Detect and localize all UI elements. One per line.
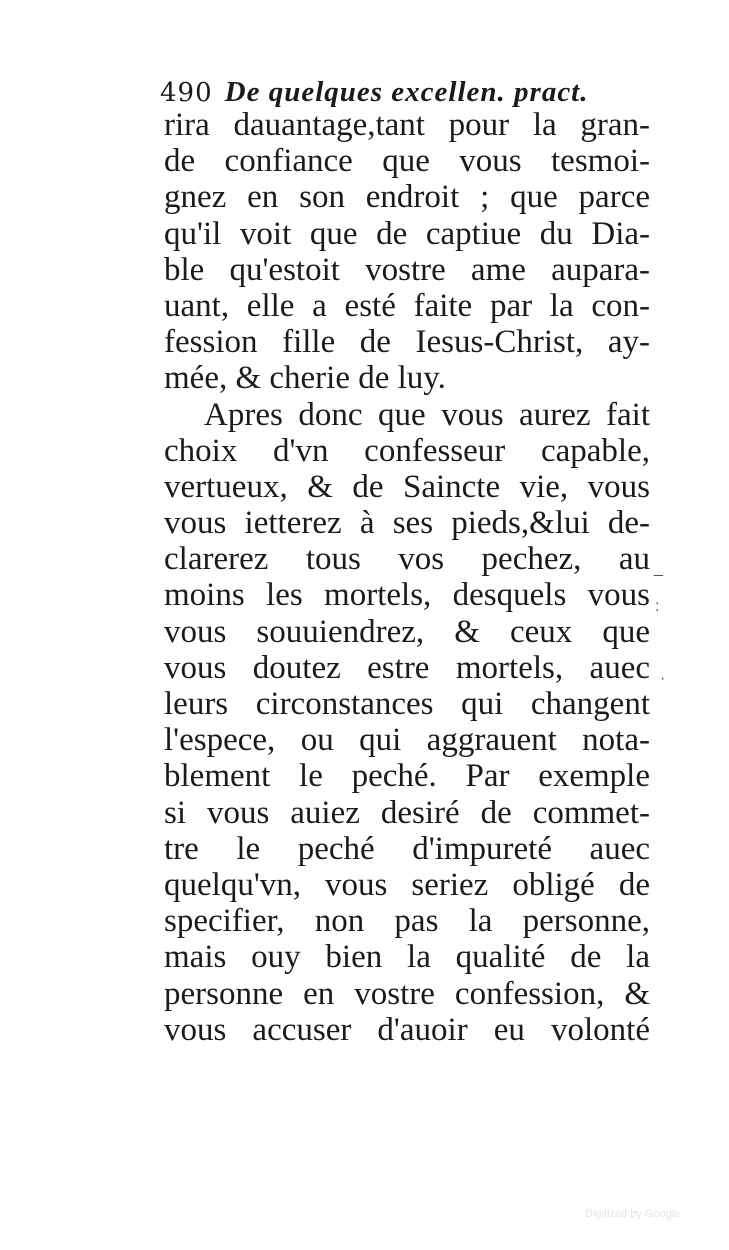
- margin-mark: :: [655, 598, 660, 615]
- text-line: vous ietterez à ses pieds,&lui de-: [164, 505, 650, 542]
- text-line: choix d'vn confesseur capable,: [164, 432, 650, 469]
- margin-mark: _: [654, 560, 663, 577]
- text-line: mée, & cherie de luy.: [164, 360, 446, 397]
- text-line: blement le peché. Par exemple: [164, 758, 650, 795]
- page-number: 490: [160, 78, 213, 108]
- text-line: quelqu'vn, vous seriez obligé de: [164, 866, 650, 903]
- running-head: [160, 72, 650, 112]
- text-line: tre le peché d'impureté auec: [164, 830, 650, 867]
- text-line: vous souuiendrez, & ceux que: [164, 613, 650, 650]
- text-line: vertueux, & de Saincte vie, vous: [164, 468, 650, 505]
- text-line: moins les mortels, desquels vous: [164, 577, 650, 614]
- text-line: ble qu'estoit vostre ame aupara-: [164, 251, 650, 288]
- text-line: uant, elle a esté faite par la con-: [164, 287, 650, 324]
- text-line: vous accuser d'auoir eu volonté: [164, 1011, 650, 1048]
- text-line: l'espece, ou qui aggrauent nota-: [164, 722, 650, 759]
- text-line: vous doutez estre mortels, auec: [164, 649, 650, 686]
- text-line: qu'il voit que de captiue du Dia-: [164, 215, 650, 252]
- text-line: leurs circonstances qui changent: [164, 686, 650, 722]
- text-line: si vous auiez desiré de commet-: [164, 794, 650, 831]
- text-line: de confiance que vous tesmoi-: [164, 143, 650, 180]
- text-line: clarerez tous vos pechez, au: [164, 541, 650, 578]
- body-text: [164, 107, 650, 1048]
- margin-mark: ·: [660, 670, 666, 687]
- text-line: mais ouy bien la qualité de la: [164, 939, 650, 976]
- text-line: fession fille de Iesus-Christ, ay-: [164, 324, 650, 361]
- text-line: rira dauantage,tant pour la gran-: [164, 107, 650, 143]
- digitization-watermark: Digitized by Google: [585, 1208, 681, 1220]
- text-line: specifier, non pas la personne,: [164, 903, 650, 940]
- running-title: De quelques excellen. pract.: [224, 76, 589, 108]
- text-line: personne en vostre confession, &: [164, 975, 650, 1012]
- text-line: gnez en son endroit ; que parce: [164, 179, 650, 216]
- paragraph-first-line: Apres donc que vous aurez fait: [204, 396, 650, 433]
